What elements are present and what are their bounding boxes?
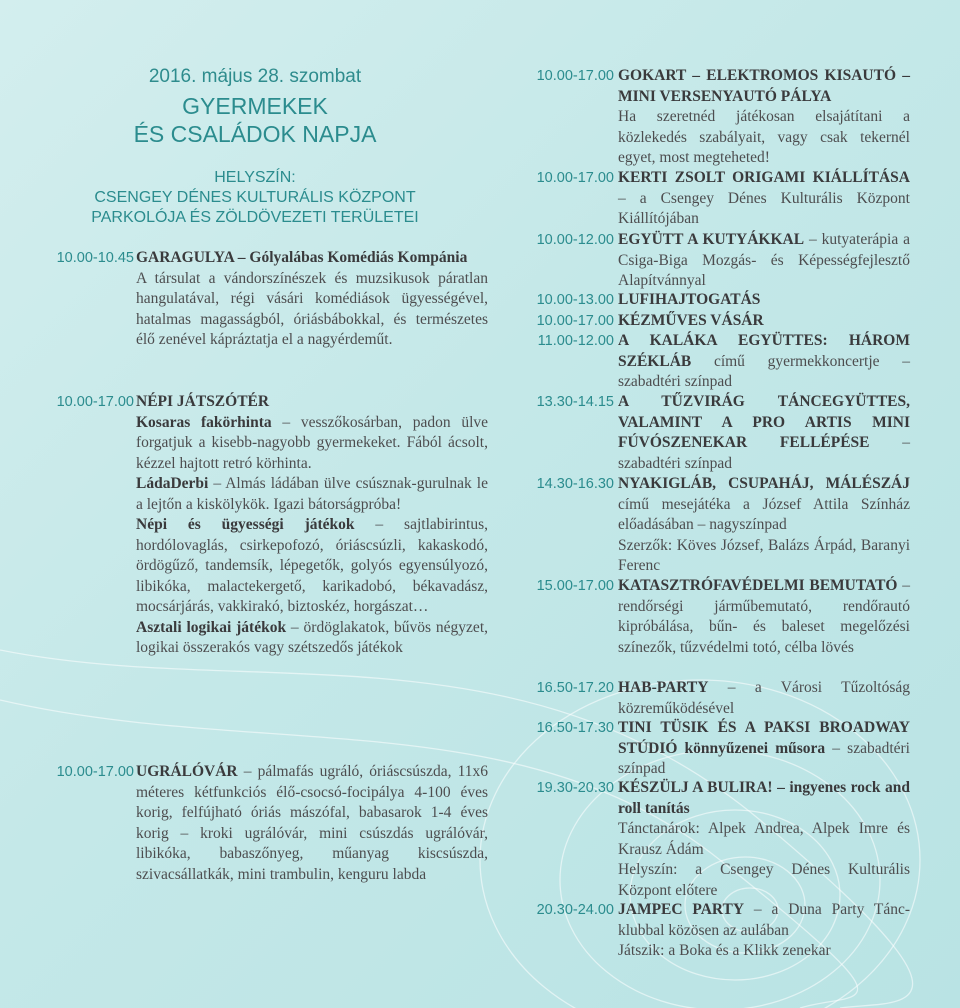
sub-item: [136, 413, 488, 475]
sub-item-title: LádaDerbi: [136, 475, 209, 492]
entry-description: – rendőrségi járműbemutató, rendőrautó kipróbálása, bűn- és baleset megelőzési színezők, tűzvédelmi totó, célba lövés: [618, 577, 911, 656]
sub-item: [136, 474, 488, 515]
entry-time: 19.30-20.30: [536, 780, 614, 796]
entry-time: 10.00-17.00: [536, 313, 614, 329]
entry-body: [618, 311, 910, 332]
entry-title: LUFIHAJTOGATÁS: [618, 291, 761, 308]
entry-time: 10.00-10.45: [56, 250, 134, 266]
sub-item-title: Népi és ügyességi játékok: [136, 516, 355, 533]
entry-title: KÉZMŰVES VÁSÁR: [618, 312, 764, 329]
sub-item-text: – Almás ládában ülve csúsznak-gurulnak le a lejtőn a kiskölykök. Igazi bátorságpróba!: [136, 475, 488, 513]
entry-description: Ha szeretnéd játékosan elsajátítani a közlekedés szabályait, vagy csak tekernél egyet, most megteheted!: [618, 108, 910, 166]
sub-item-text: – ördöglakatok, bűvös négyzet, logikai összerakós vagy szétszedős játékok: [136, 618, 488, 656]
entry-time: 16.50-17.20: [536, 680, 614, 696]
entry-title: TINI TÜSIK ÉS A PAKSI BROADWAY STÚDIÓ: [618, 719, 910, 757]
entry-performers: Játszik: a Boka és a Klikk zenekar: [618, 942, 831, 959]
entry-description: – szabadtéri színpad: [618, 739, 910, 777]
entry-description: – a Csengey Dénes Kulturális Központ Kiállítójában: [618, 189, 910, 227]
sub-item-text: – vesszőkosárban, padon ülve forgatjuk a kisebb-nagyobb gyermekeket. Fából ácsolt, kézzel hajtott retró körhinta.: [136, 413, 489, 472]
entry-body: [136, 392, 488, 659]
entry-body: [618, 778, 910, 901]
entry-body: [618, 678, 910, 719]
entry-description: – pálmafás ugráló, óriáscsúszda, 11x6 méteres kétfunkciós élő-csocsó-focipálya 4-100 éves korig, felfújható óriás mászófal, babasarok 1-4 éves korig – kroki ugrálóvár, mini csúszdás ugrálóvár, libikóka, babaszőnyeg, műanyag kiscsúszda, szivacsállatkák, mini trambulin, kenguru labda: [136, 763, 488, 883]
entry-title: GOKART – ELEKTROMOS KISAUTÓ – MINI VERSENYAUTÓ PÁLYA: [618, 67, 910, 105]
venue-line-2: PARKOLÓJA ÉS ZÖLDÖVEZETI TERÜLETEI: [91, 209, 419, 226]
entry-title: UGRÁLÓVÁR: [136, 763, 238, 780]
entry-description: – a Duna Party Tánc-klubbal közösen az aulában: [618, 901, 911, 939]
entry-description: A társulat a vándorszínészek és muzsikusok páratlan hangulatával, régi vásári komédiások ügyességével, hatalmas magasságból, óriásbábokkal, és természetes élő zenével kápráztatja el a nagyérdeműt.: [136, 269, 488, 348]
event-title: [0, 92, 510, 148]
entry-time: 10.00-17.00: [56, 764, 134, 780]
entry-body: [618, 331, 910, 393]
entry-body: [618, 392, 910, 474]
entry-body: [618, 900, 910, 962]
entry-title: JAMPEC PARTY: [618, 901, 745, 918]
entry-time: 10.00-12.00: [536, 232, 614, 248]
entry-teachers: Tánctanárok: Alpek Andrea, Alpek Imre és Krausz Ádám: [618, 820, 910, 858]
entry-title: A KALÁKA EGYÜTTES: HÁROM SZÉKLÁB: [618, 332, 910, 370]
entry-title: NÉPI JÁTSZÓTÉR: [136, 393, 270, 410]
entry-body: [618, 230, 910, 292]
entry-time: 13.30-14.15: [536, 394, 614, 410]
entry-description: – a Városi Tűzoltóság közreműködésével: [618, 679, 910, 717]
entry-time: 10.00-17.00: [536, 68, 614, 84]
entry-body: [618, 290, 910, 311]
entry-time: 14.30-16.30: [536, 476, 614, 492]
entry-time: 15.00-17.00: [536, 578, 614, 594]
entry-time: 20.30-24.00: [536, 902, 614, 918]
entry-title: EGYÜTT A KUTYÁKKAL: [618, 231, 805, 248]
entry-body: [618, 66, 910, 169]
sub-item-text: – sajtlabirintus, hordólovaglás, csirkepofozó, óriáscsúzli, kakaskodó, ördögűző, tandemsík, lépegetők, golyós egyensúlyozó, libikóka, malactekergető, karikadobó, békavadász, mocsárjárás, vakkirakó, biztoskéz, horgászat…: [136, 516, 489, 615]
entry-subtitle: – Gólyalábas Komédiás Kompánia: [233, 249, 468, 266]
entry-title: KATASZTRÓFAVÉDELMI BEMUTATÓ: [618, 577, 898, 594]
venue-label: HELYSZÍN:: [214, 169, 296, 186]
entry-body: [618, 168, 910, 230]
entry-description: című mesejátéka a József Attila Színház előadásában – nagyszínpad: [618, 495, 910, 533]
entry-title: GARAGULYA: [136, 249, 234, 266]
entry-description: című gyermekkoncertje – szabadtéri színpad: [618, 352, 910, 390]
sub-item-title: Asztali logikai játékok: [136, 618, 287, 636]
sub-item: [136, 515, 488, 618]
entry-title: A TŰZVIRÁG TÁNCEGYÜTTES, VALAMINT A PRO ARTIS MINI FÚVÓSZENEKAR FELLÉPÉSE: [618, 393, 910, 451]
venue-block: [0, 168, 510, 228]
entry-body: [136, 762, 488, 885]
entry-title: HAB-PARTY: [618, 679, 709, 696]
venue-line-1: CSENGEY DÉNES KULTURÁLIS KÖZPONT: [94, 189, 416, 206]
entry-time: 10.00-17.00: [56, 394, 134, 410]
title-line-1: GYERMEKEK: [182, 93, 328, 119]
entry-credits: Szerzők: Köves József, Balázs Árpád, Baranyi Ferenc: [618, 536, 910, 574]
entry-body: [136, 248, 488, 351]
entry-description: – szabadtéri színpad: [618, 434, 910, 472]
entry-title: KERTI ZSOLT ORIGAMI KIÁLLÍTÁSA: [618, 169, 910, 186]
entry-title: KÉSZÜLJ A BULIRA!: [618, 779, 773, 796]
event-date: 2016. május 28. szombat: [148, 66, 362, 87]
title-line-2: ÉS CSALÁDOK NAPJA: [133, 121, 377, 147]
entry-description: – kutyaterápia a Csiga-Biga Mozgás- és Képességfejlesztő Alapítvánnyal: [618, 231, 910, 289]
sub-item: [136, 618, 488, 659]
entry-body: [618, 718, 910, 780]
entry-time: 10.00-13.00: [536, 292, 614, 308]
entry-subtitle: könnyűzenei műsora: [677, 739, 826, 757]
entry-body: [618, 576, 910, 658]
entry-body: [618, 474, 910, 577]
entry-subtitle: – ingyenes rock and roll tanítás: [618, 779, 910, 817]
entry-title: NYAKIGLÁB, CSUPAHÁJ, MÁLÉSZÁJ: [618, 475, 910, 492]
sub-item-title: Kosaras fakörhinta: [136, 413, 272, 431]
entry-time: 10.00-17.00: [536, 170, 614, 186]
entry-location: Helyszín: a Csengey Dénes Kulturális Központ előtere: [618, 861, 910, 899]
entry-time: 16.50-17.30: [536, 720, 614, 736]
entry-time: 11.00-12.00: [537, 333, 614, 349]
